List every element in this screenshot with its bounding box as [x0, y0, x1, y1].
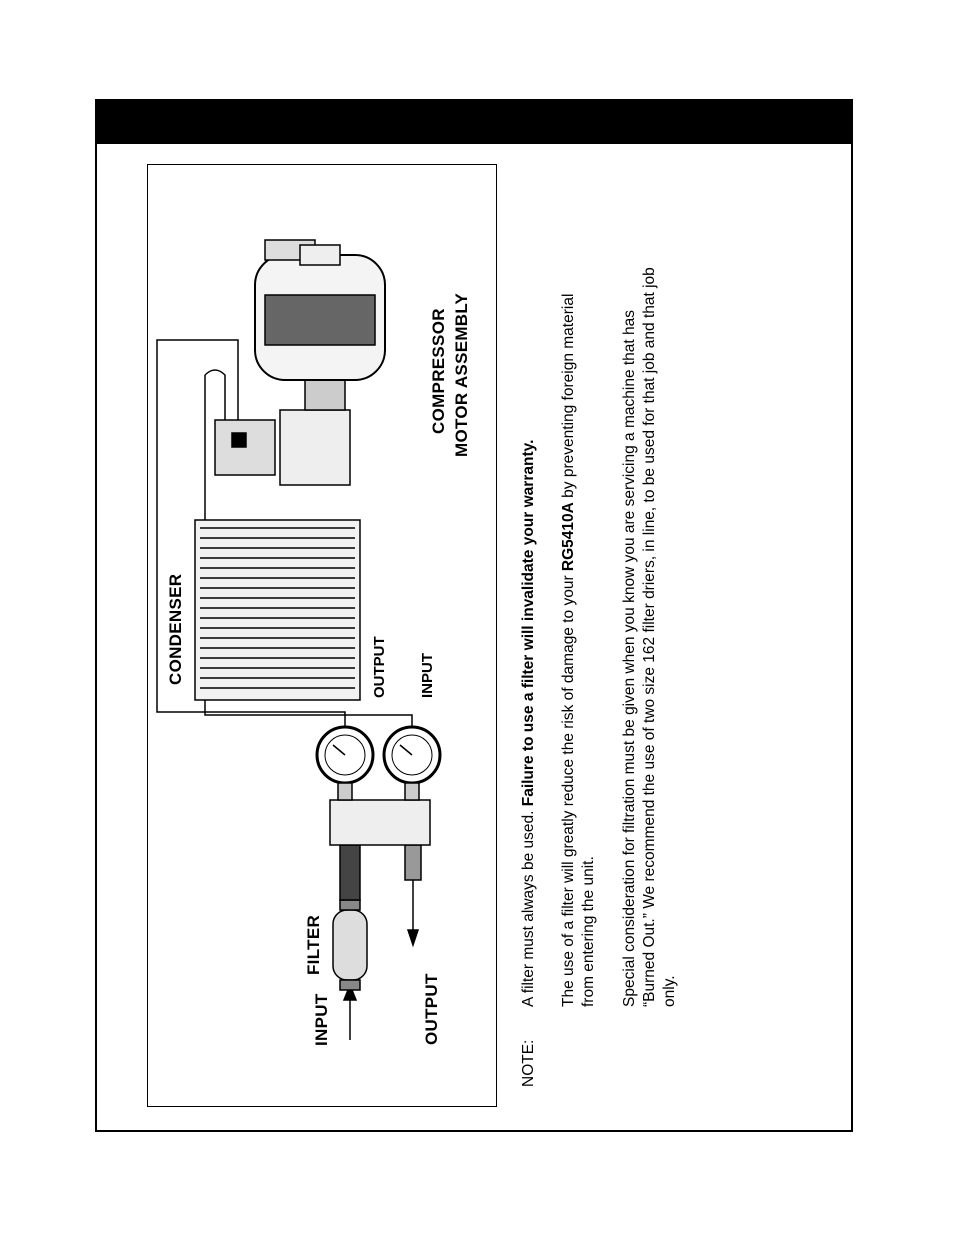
condenser-icon [195, 520, 360, 700]
motor-core-icon [265, 295, 375, 345]
label-input-right: INPUT [419, 653, 436, 698]
hose-icon [340, 845, 360, 900]
note-para3-line2: “Burned Out.” We recommend the use of two size 162 filter driers, in line, to be used for that job and that job [641, 267, 658, 1007]
filter-body-icon [333, 910, 367, 980]
note-para2-line2: from entering the unit. [580, 856, 597, 1007]
label-output-right: OUTPUT [371, 636, 388, 698]
note-line1 [519, 440, 539, 1007]
label-compressor: COMPRESSOR [429, 308, 448, 434]
label-input-filter-side: INPUT [312, 993, 331, 1046]
note-para2-model: RG5410A [560, 502, 577, 572]
note-para2-part2: by preventing foreign material [560, 293, 577, 498]
note-para2-part1: The use of a filter will greatly reduce the risk of damage to your [560, 575, 577, 1007]
note-label: NOTE: [520, 1039, 537, 1087]
note-line1-plain: A filter must always be used. [520, 810, 537, 1007]
note-line1-bold: Failure to use a filter will invalidate your warranty. [520, 439, 537, 807]
label-filter: FILTER [304, 914, 323, 975]
note-para3-line1: Special consideration for filtration must be given when you know you are servicing a machine that has [621, 309, 638, 1007]
note-para2-line1 [559, 294, 579, 1007]
output-arrow-icon [408, 930, 418, 945]
manifold-icon [330, 800, 430, 845]
label-motor-assembly: MOTOR ASSEMBLY [452, 292, 471, 457]
label-output-left: OUTPUT [422, 973, 441, 1045]
label-condenser: CONDENSER [166, 573, 185, 685]
note-para3-line3: only. [661, 975, 678, 1007]
compressor-block-icon [280, 410, 350, 485]
